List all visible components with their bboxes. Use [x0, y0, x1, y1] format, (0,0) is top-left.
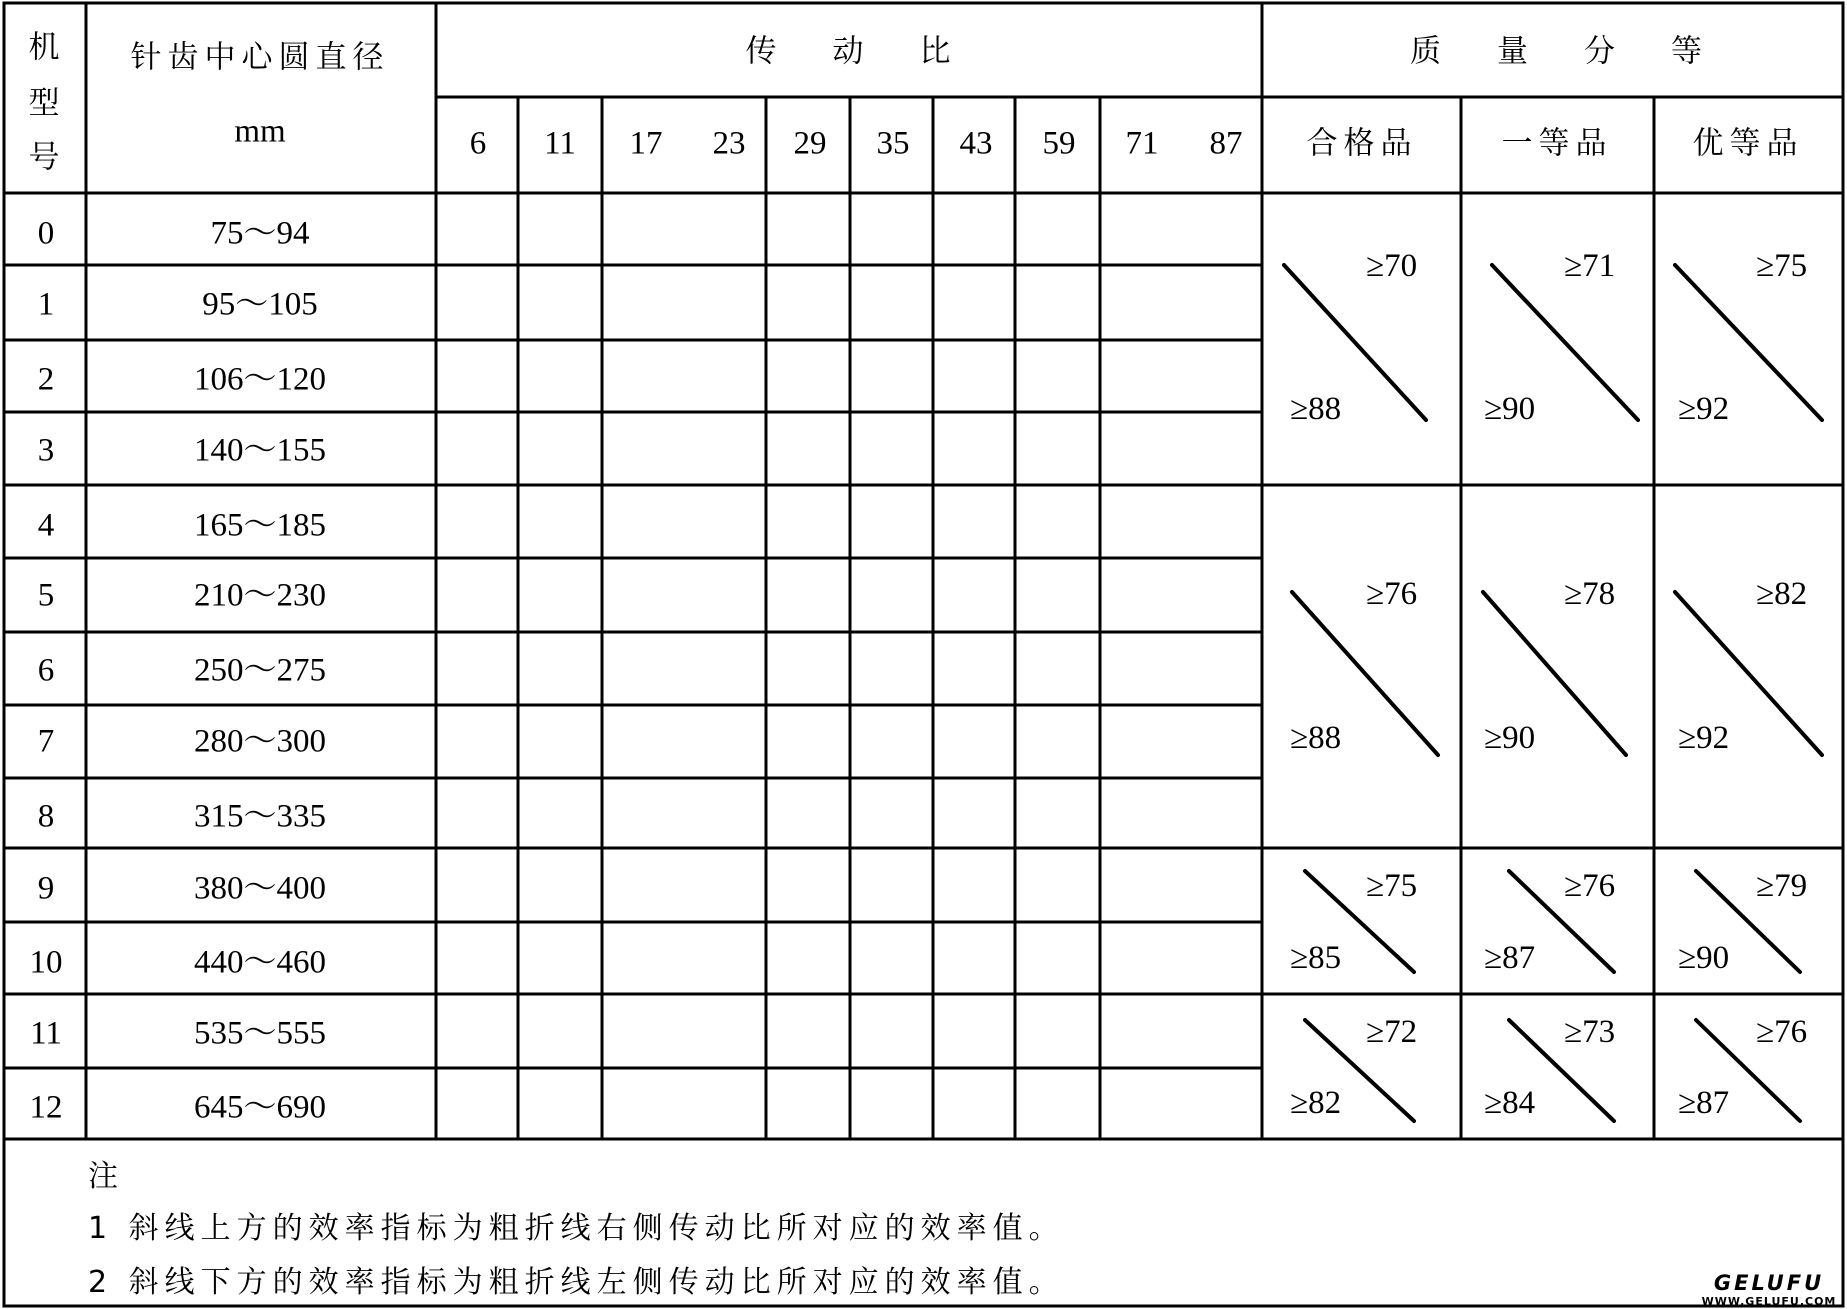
model-number: 11 — [30, 1015, 62, 1052]
ratio-value: 71 — [1125, 125, 1159, 162]
note-line: 2 斜线下方的效率指标为粗折线左侧传动比所对应的效率值。 — [88, 1265, 1065, 1300]
efficiency-lower: ≥87 — [1484, 940, 1536, 976]
grade-first-class: 一等品 — [1501, 125, 1613, 162]
diameter-unit: mm — [234, 113, 286, 150]
model-number: 10 — [29, 944, 63, 981]
efficiency-upper: ≥76 — [1756, 1014, 1808, 1050]
diameter-range: 440～460 — [194, 944, 326, 981]
ratio-header: 传动比 — [745, 33, 1007, 70]
note-line: 1 斜线上方的效率指标为粗折线右侧传动比所对应的效率值。 — [88, 1211, 1065, 1246]
grade-excellent: 优等品 — [1692, 125, 1804, 162]
diameter-range: 210～230 — [194, 577, 326, 614]
efficiency-lower: ≥88 — [1290, 720, 1342, 756]
diameter-header: 针齿中心圆直径 — [130, 39, 390, 76]
efficiency-upper: ≥71 — [1564, 248, 1616, 284]
diameter-range: 380～400 — [194, 870, 326, 907]
diameter-range: 75～94 — [210, 215, 310, 252]
grade-header: 质量分等 — [1410, 33, 1758, 70]
model-number: 9 — [37, 870, 55, 907]
efficiency-upper: ≥76 — [1366, 576, 1418, 612]
efficiency-lower: ≥92 — [1678, 720, 1730, 756]
efficiency-lower: ≥92 — [1678, 391, 1730, 427]
efficiency-upper: ≥76 — [1564, 868, 1616, 904]
efficiency-upper: ≥75 — [1756, 248, 1808, 284]
diameter-range: 95～105 — [202, 286, 318, 323]
watermark-text: GELUFU — [1713, 1271, 1825, 1295]
diameter-range: 315～335 — [194, 798, 326, 835]
efficiency-upper: ≥79 — [1756, 868, 1808, 904]
grade-qualified: 合格品 — [1306, 125, 1418, 162]
efficiency-upper: ≥75 — [1366, 868, 1418, 904]
efficiency-upper: ≥72 — [1366, 1014, 1418, 1050]
diameter-range: 645～690 — [194, 1089, 326, 1126]
diameter-range: 280～300 — [194, 723, 326, 760]
efficiency-upper: ≥73 — [1564, 1014, 1616, 1050]
ratio-value: 6 — [469, 125, 487, 162]
ratio-value: 59 — [1042, 125, 1076, 162]
efficiency-lower: ≥84 — [1484, 1085, 1536, 1121]
ratio-value: 87 — [1209, 125, 1243, 162]
efficiency-lower: ≥90 — [1484, 391, 1536, 427]
model-number: 12 — [29, 1089, 63, 1126]
model-number: 4 — [37, 507, 55, 544]
model-number: 5 — [37, 577, 55, 614]
efficiency-upper: ≥70 — [1366, 248, 1418, 284]
model-number: 2 — [37, 361, 55, 398]
ratio-value: 23 — [712, 125, 746, 162]
diameter-range: 250～275 — [194, 652, 326, 689]
efficiency-lower: ≥88 — [1290, 391, 1342, 427]
model-header-char: 型 — [28, 85, 60, 122]
ratio-value: 43 — [959, 125, 993, 162]
model-header-char: 号 — [28, 139, 60, 176]
model-number: 7 — [37, 723, 55, 760]
ratio-value: 11 — [544, 125, 576, 162]
model-number: 0 — [37, 215, 55, 252]
watermark-url: WWW.GELUFU.COM — [1701, 1295, 1837, 1308]
efficiency-lower: ≥85 — [1290, 940, 1342, 976]
model-number: 8 — [37, 798, 55, 835]
model-number: 6 — [37, 652, 55, 689]
efficiency-lower: ≥82 — [1290, 1085, 1342, 1121]
diameter-range: 140～155 — [194, 432, 326, 469]
ratio-value: 29 — [793, 125, 827, 162]
watermark-logo — [1694, 1273, 1844, 1307]
diameter-range: 535～555 — [194, 1015, 326, 1052]
efficiency-upper: ≥78 — [1564, 576, 1616, 612]
efficiency-lower: ≥90 — [1484, 720, 1536, 756]
model-header-char: 机 — [28, 29, 60, 66]
ratio-value: 35 — [876, 125, 910, 162]
ratio-value: 17 — [629, 125, 663, 162]
efficiency-lower: ≥90 — [1678, 940, 1730, 976]
efficiency-upper: ≥82 — [1756, 576, 1808, 612]
diameter-range: 165～185 — [194, 507, 326, 544]
diameter-range: 106～120 — [194, 361, 326, 398]
model-number: 3 — [37, 432, 55, 469]
model-number: 1 — [37, 286, 55, 323]
notes-title: 注 — [88, 1159, 124, 1194]
efficiency-lower: ≥87 — [1678, 1085, 1730, 1121]
